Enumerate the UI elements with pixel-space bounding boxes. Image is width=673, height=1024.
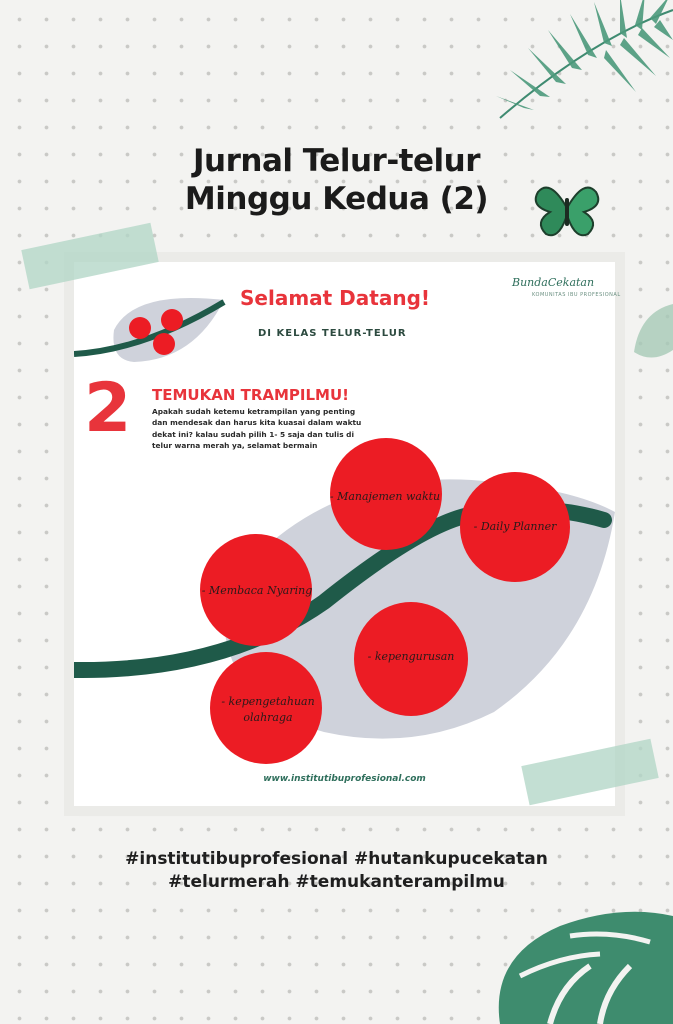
brand-logo-text: BundaCekatan bbox=[512, 276, 595, 289]
leaf-right-edge bbox=[632, 302, 673, 364]
egg-label-2: - Daily Planner bbox=[473, 520, 557, 533]
egg-label-5: - kepengetahuan olahraga bbox=[221, 695, 315, 724]
page-title bbox=[0, 142, 673, 218]
welcome-heading: Selamat Datang! bbox=[240, 286, 431, 310]
title-line-1: Jurnal Telur-telur bbox=[192, 143, 481, 179]
header-leaf-logo bbox=[74, 280, 234, 370]
hashtags bbox=[0, 848, 673, 894]
brand-tagline: KOMUNITAS IBU PROFESIONAL bbox=[532, 292, 621, 298]
egg-label-1: - Manajemen waktu bbox=[329, 490, 441, 503]
title-line-2: Minggu Kedua (2) bbox=[184, 181, 489, 217]
hashtags-line-2: #telurmerah #temukanterampilmu bbox=[168, 872, 505, 892]
section-heading: TEMUKAN TRAMPILMU! bbox=[152, 386, 349, 404]
website-url: www.institutibuprofesional.com bbox=[263, 774, 426, 784]
egg-label-3: - Membaca Nyaring bbox=[201, 584, 313, 597]
hashtags-line-1: #institutibuprofesional #hutankupucekatan bbox=[125, 849, 548, 869]
step-number: 2 bbox=[84, 369, 132, 448]
monstera-leaf-bottom-right bbox=[480, 896, 673, 1024]
palm-leaf-top-right bbox=[470, 0, 673, 130]
instructions-text: Apakah sudah ketemu ketrampilan yang penting dan mendesak dan harus kita kuasai dalam waktu dekat ini? kalau sudah pilih 1- 5 saja dan tulis di telur warna merah ya, selamat bermain bbox=[152, 407, 362, 451]
class-subtitle: DI KELAS TELUR-TELUR bbox=[258, 328, 407, 339]
egg-label-4: - kepengurusan bbox=[367, 650, 455, 663]
worksheet-card bbox=[74, 262, 621, 806]
